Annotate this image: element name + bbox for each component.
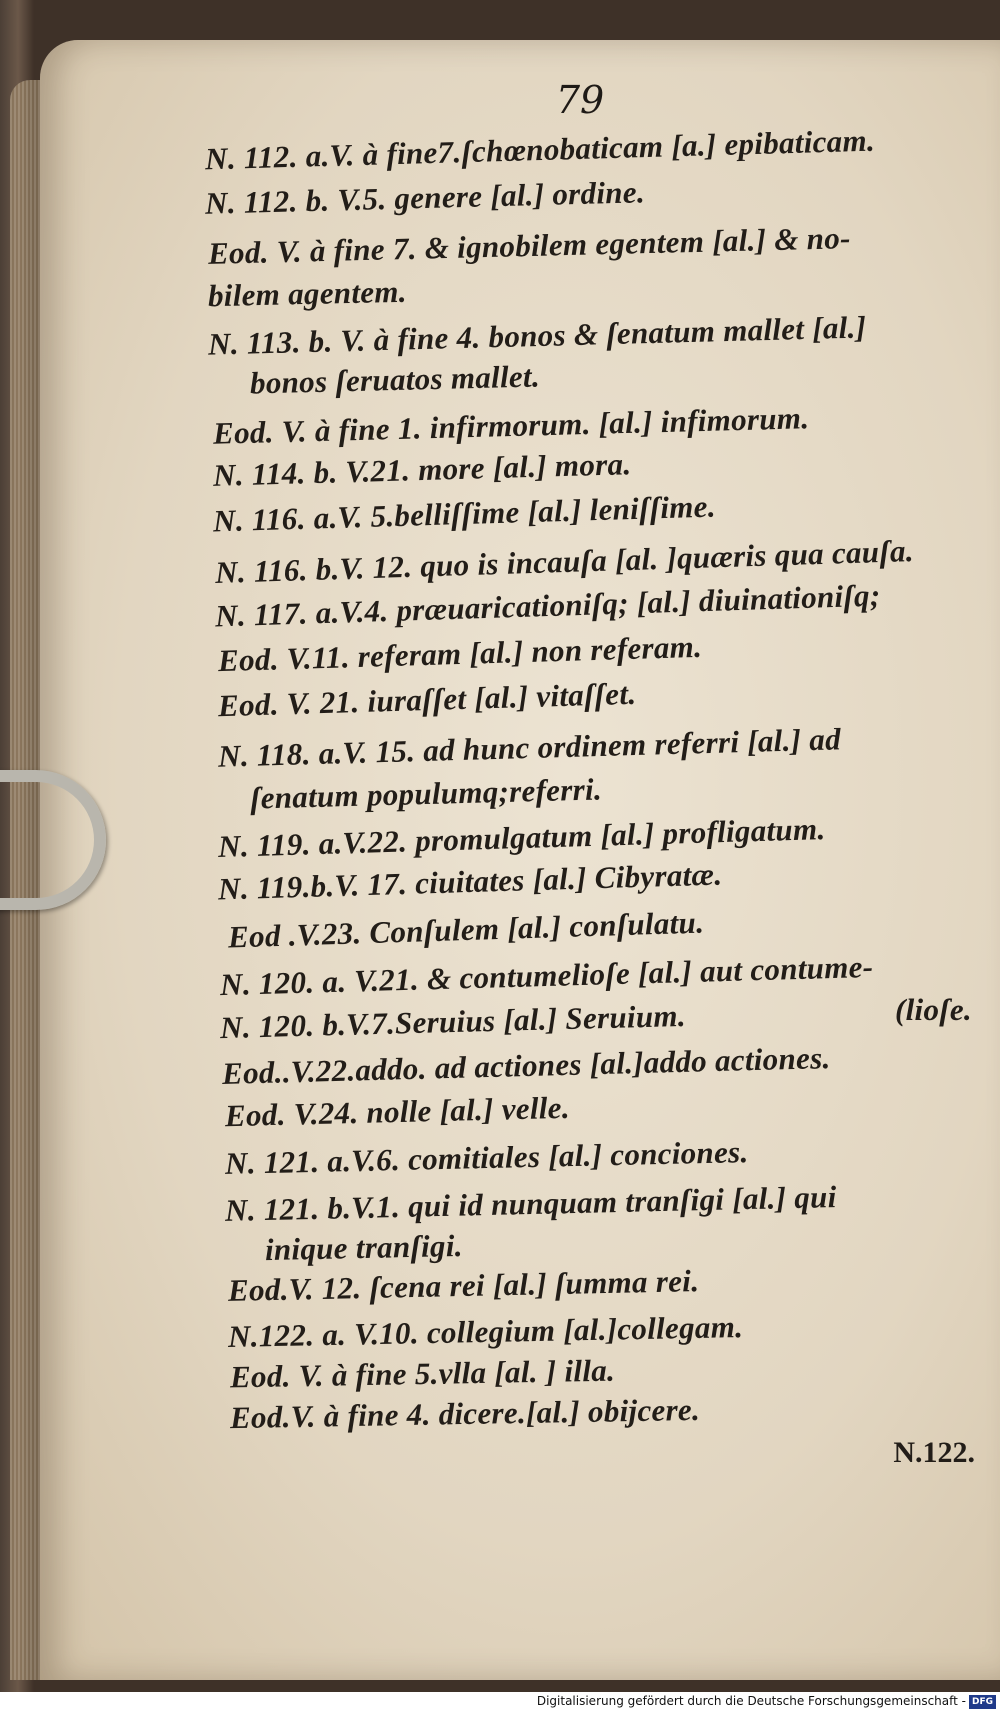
errata-line: Eod. V.24. nolle [al.] velle.: [224, 1089, 571, 1134]
errata-line: N. 119. a.V.22. promulgatum [al.] profligatum.: [217, 810, 826, 865]
errata-line: Eod..V.22.addo. ad actiones [al.]addo actiones.: [221, 1040, 831, 1091]
dfg-logo: DFG: [969, 1695, 996, 1709]
errata-line: N.122. a. V.10. collegium [al.]collegam.: [227, 1309, 744, 1354]
errata-line: N. 116. b.V. 12. quo is incauſa [al. ]quæris qua cauſa.: [214, 533, 915, 590]
errata-line: Eod. V. à fine 1. infirmorum. [al.] infimorum.: [212, 400, 810, 451]
errata-line: N. 112. a.V. à fine7.ſchœnobaticam [a.] epibaticam.: [204, 122, 876, 177]
errata-line: (lioſe.: [895, 992, 972, 1027]
errata-line: Eod. V. 21. iuraſſet [al.] vitaſſet.: [217, 675, 637, 724]
footer-credit: Digitalisierung gefördert durch die Deutsche Forschungsgemeinschaft -: [536, 1694, 966, 1708]
book-page: [40, 40, 1000, 1680]
errata-line: bonos ſeruatos mallet.: [249, 358, 541, 401]
errata-line: N. 113. b. V. à fine 4. bonos & ſenatum mallet [al.]: [207, 309, 867, 362]
errata-line: Eod.V. à fine 4. dicere.[al.] obijcere.: [229, 1391, 701, 1436]
errata-line: Eod .V.23. Conſulem [al.] conſulatu.: [227, 904, 705, 955]
errata-line: Eod. V. à fine 7. & ignobilem egentem [al.] & no-: [207, 220, 852, 271]
errata-line: bilem agentem.: [207, 273, 408, 314]
errata-line: N. 119.b.V. 17. ciuitates [al.] Cibyratæ.: [217, 856, 723, 907]
errata-line: N. 114. b. V.21. more [al.] mora.: [212, 446, 632, 493]
errata-line: N. 116. a.V. 5.belliſſime [al.] leniſſime.: [212, 488, 717, 539]
errata-line: Eod. V. à fine 5.vlla [al. ] illa.: [229, 1352, 616, 1395]
errata-line: ſenatum populumq;referri.: [249, 771, 603, 816]
errata-line: Eod.V. 12. ſcena rei [al.] ſumma rei.: [227, 1263, 700, 1308]
errata-line: Eod. V.11. referam [al.] non referam.: [217, 628, 703, 679]
errata-line: N. 120. a. V.21. & contumelioſe [al.] aut contume-: [219, 948, 874, 1003]
errata-line: N. 120. b.V.7.Seruius [al.] Seruium.: [219, 997, 687, 1046]
errata-line: N. 112. b. V.5. genere [al.] ordine.: [204, 174, 646, 221]
catchword: N.122.: [893, 1436, 975, 1469]
errata-line: N. 117. a.V.4. præuaricationiſq; [al.] diuinationiſq;: [214, 577, 881, 634]
page-number: 79: [555, 78, 605, 122]
errata-line: N. 121. b.V.1. qui id nunquam tranſigi [al.] qui: [224, 1179, 837, 1228]
errata-line: N. 121. a.V.6. comitiales [al.] conciones.: [224, 1134, 749, 1181]
errata-line: inique tranſigi.: [264, 1227, 464, 1268]
errata-line: N. 118. a.V. 15. ad hunc ordinem referri [al.] ad: [217, 721, 842, 774]
